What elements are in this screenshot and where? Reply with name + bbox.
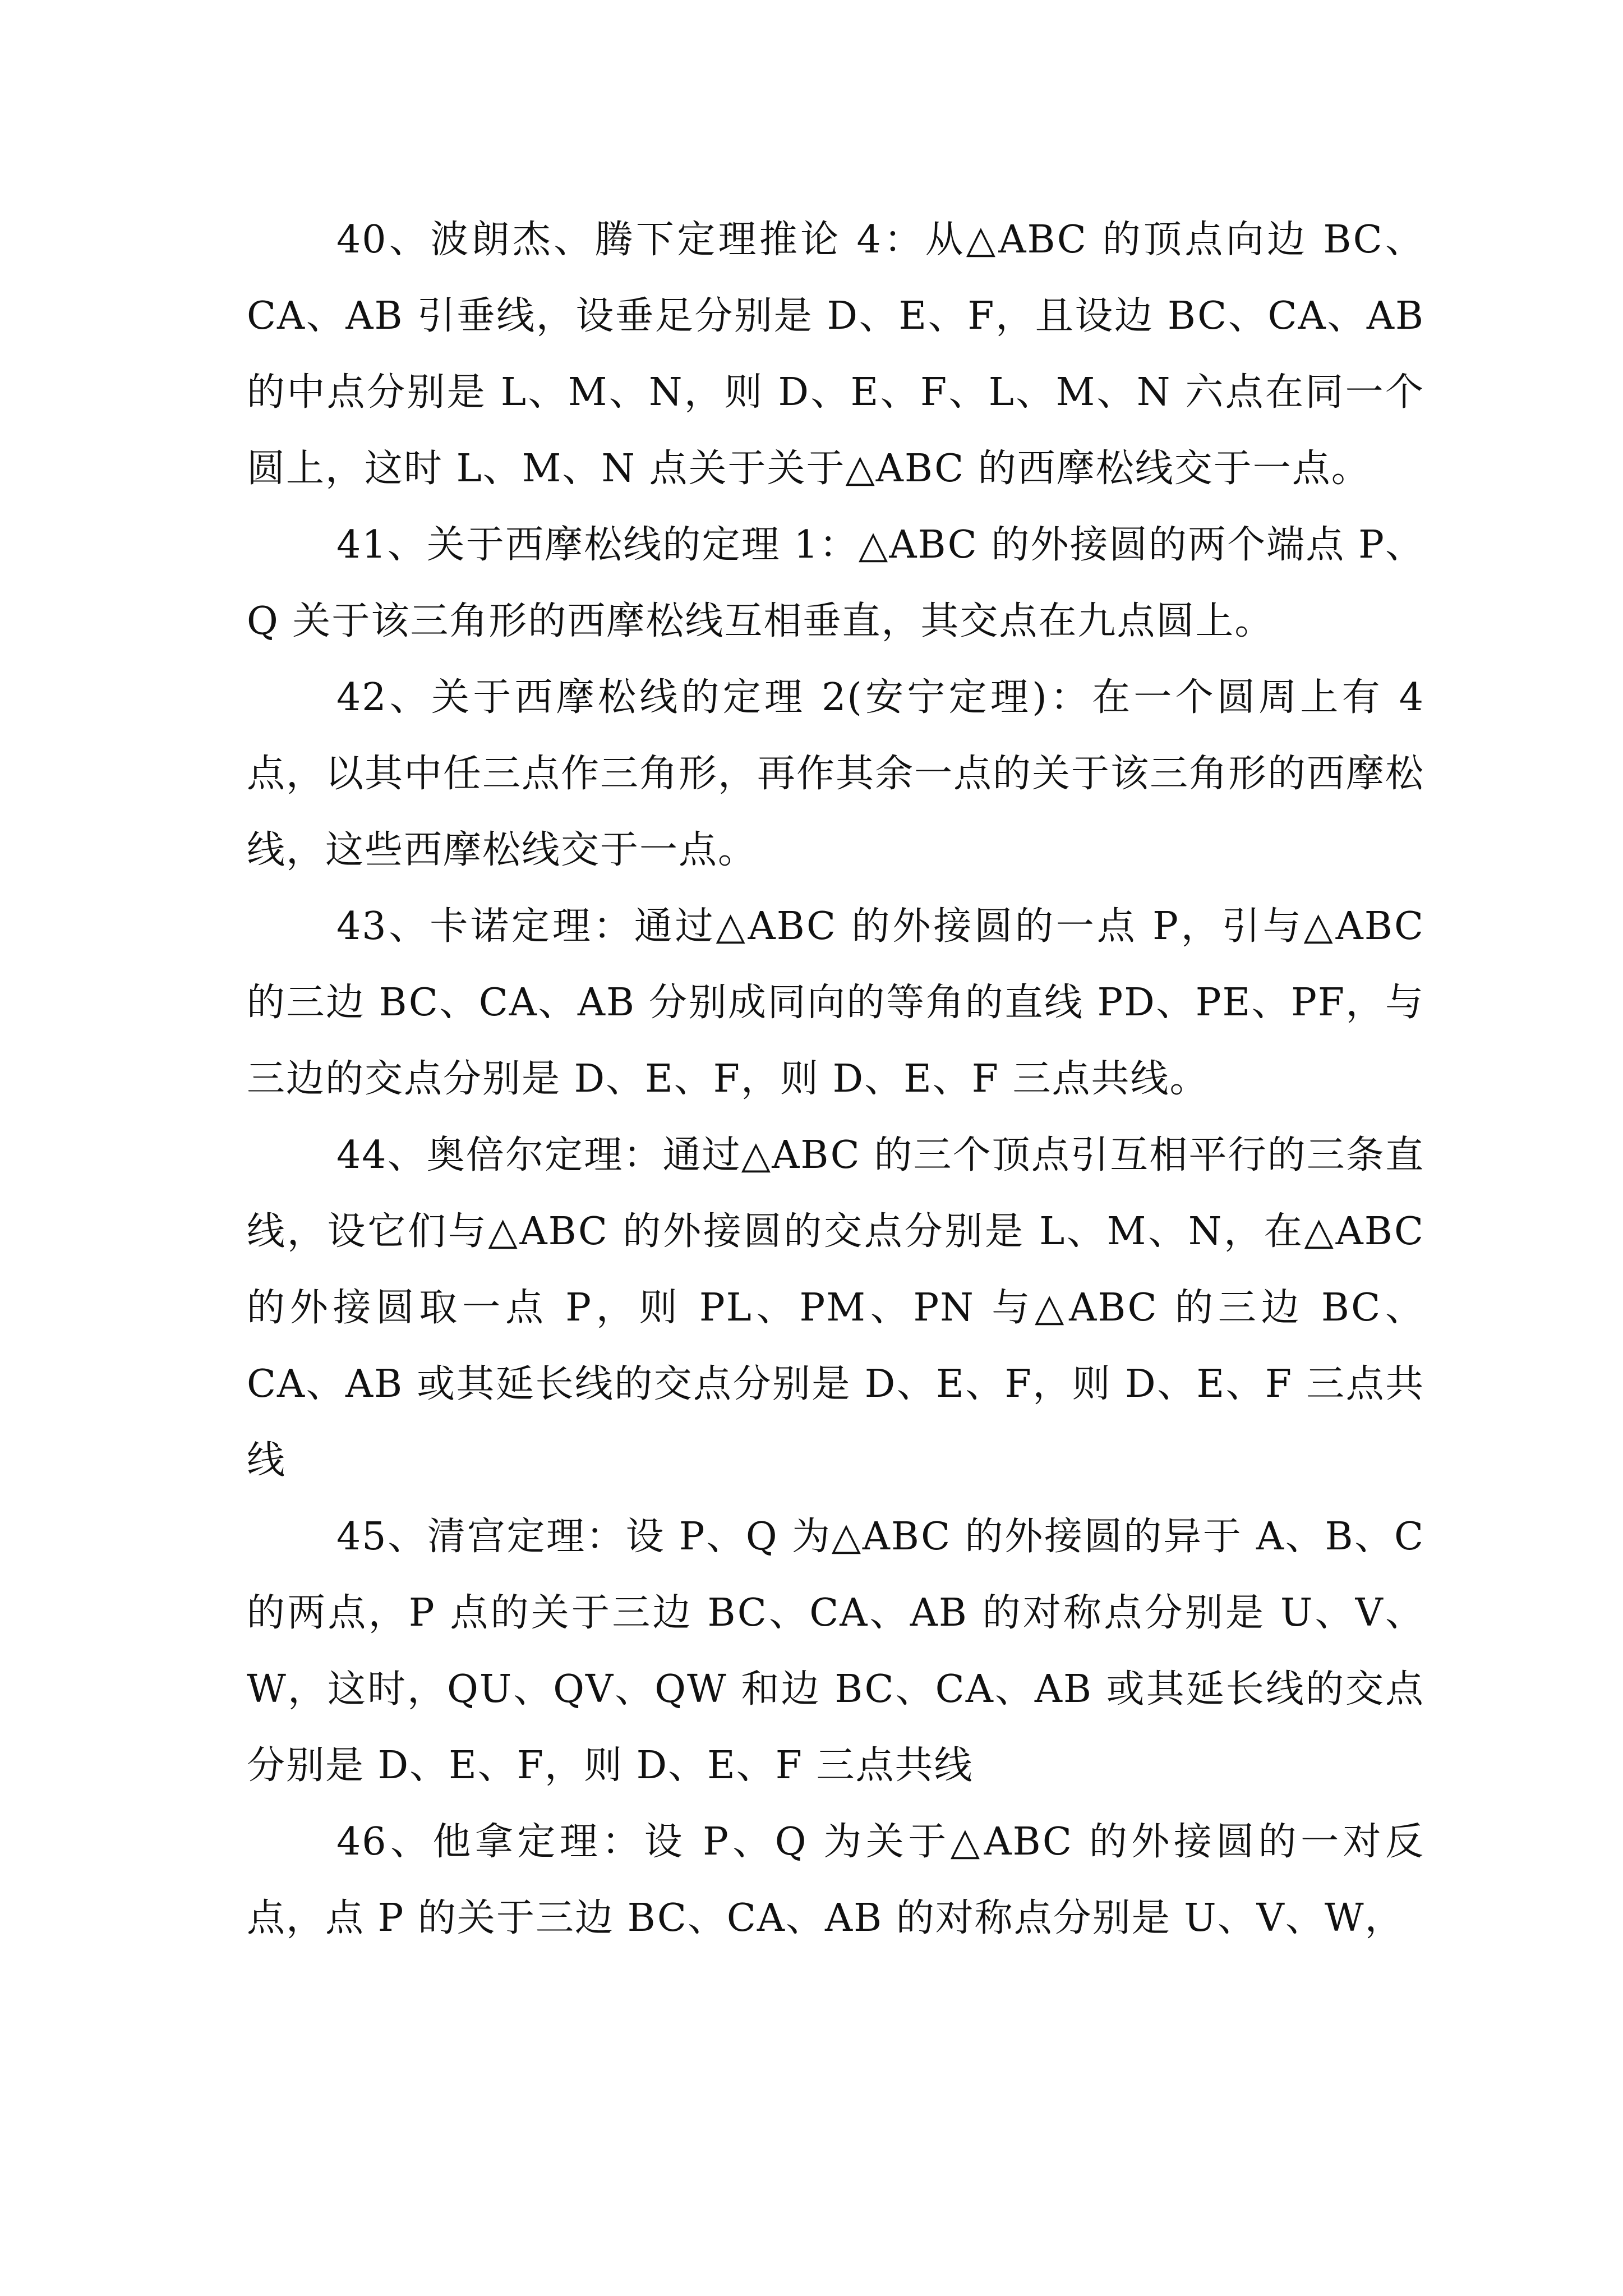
paragraph-42: 42、关于西摩松线的定理 2(安宁定理)：在一个圆周上有 4 点，以其中任三点作三角形，再作其余一点的关于该三角形的西摩松线，这些西摩松线交于一点。 bbox=[247, 675, 1425, 872]
document-page bbox=[247, 202, 1424, 1957]
paragraph-41: 41、关于西摩松线的定理 1：△ABC 的外接圆的两个端点 P、Q 关于该三角形的西摩松线互相垂直，其交点在九点圆上。 bbox=[247, 523, 1424, 643]
paragraph-40: 40、波朗杰、腾下定理推论 4：从△ABC 的顶点向边 BC、CA、AB 引垂线，设垂足分别是 D、E、F，且设边 BC、CA、AB 的中点分别是 L、M、N，则 D、E、F、L、M、N 六点在同一个圆上，这时 L、M、N 点关于关于△ABC 的西摩松线交于一点。 bbox=[247, 218, 1424, 491]
paragraph-46: 46、他拿定理：设 P、Q 为关于△ABC 的外接圆的一对反点，点 P 的关于三边 BC、CA、AB 的对称点分别是 U、V、W， bbox=[247, 1820, 1424, 1940]
paragraph-44: 44、奥倍尔定理：通过△ABC 的三个顶点引互相平行的三条直线，设它们与△ABC 的外接圆的交点分别是 L、M、N，在△ABC 的外接圆取一点 P，则 PL、PM、PN 与△ABC 的三边 BC、CA、AB 或其延长线的交点分别是 D、E、F，则 D、E、F 三点共线 bbox=[247, 1133, 1424, 1483]
paragraph-45: 45、清宫定理：设 P、Q 为△ABC 的外接圆的异于 A、B、C 的两点，P 点的关于三边 BC、CA、AB 的对称点分别是 U、V、W，这时，QU、QV、QW 和边 BC、CA、AB 或其延长线的交点分别是 D、E、F，则 D、E、F 三点共线 bbox=[247, 1515, 1424, 1788]
paragraph-43: 43、卡诺定理：通过△ABC 的外接圆的一点 P，引与△ABC 的三边 BC、CA、AB 分别成同向的等角的直线 PD、PE、PF，与三边的交点分别是 D、E、F，则 D、E、F 三点共线。 bbox=[247, 904, 1424, 1101]
